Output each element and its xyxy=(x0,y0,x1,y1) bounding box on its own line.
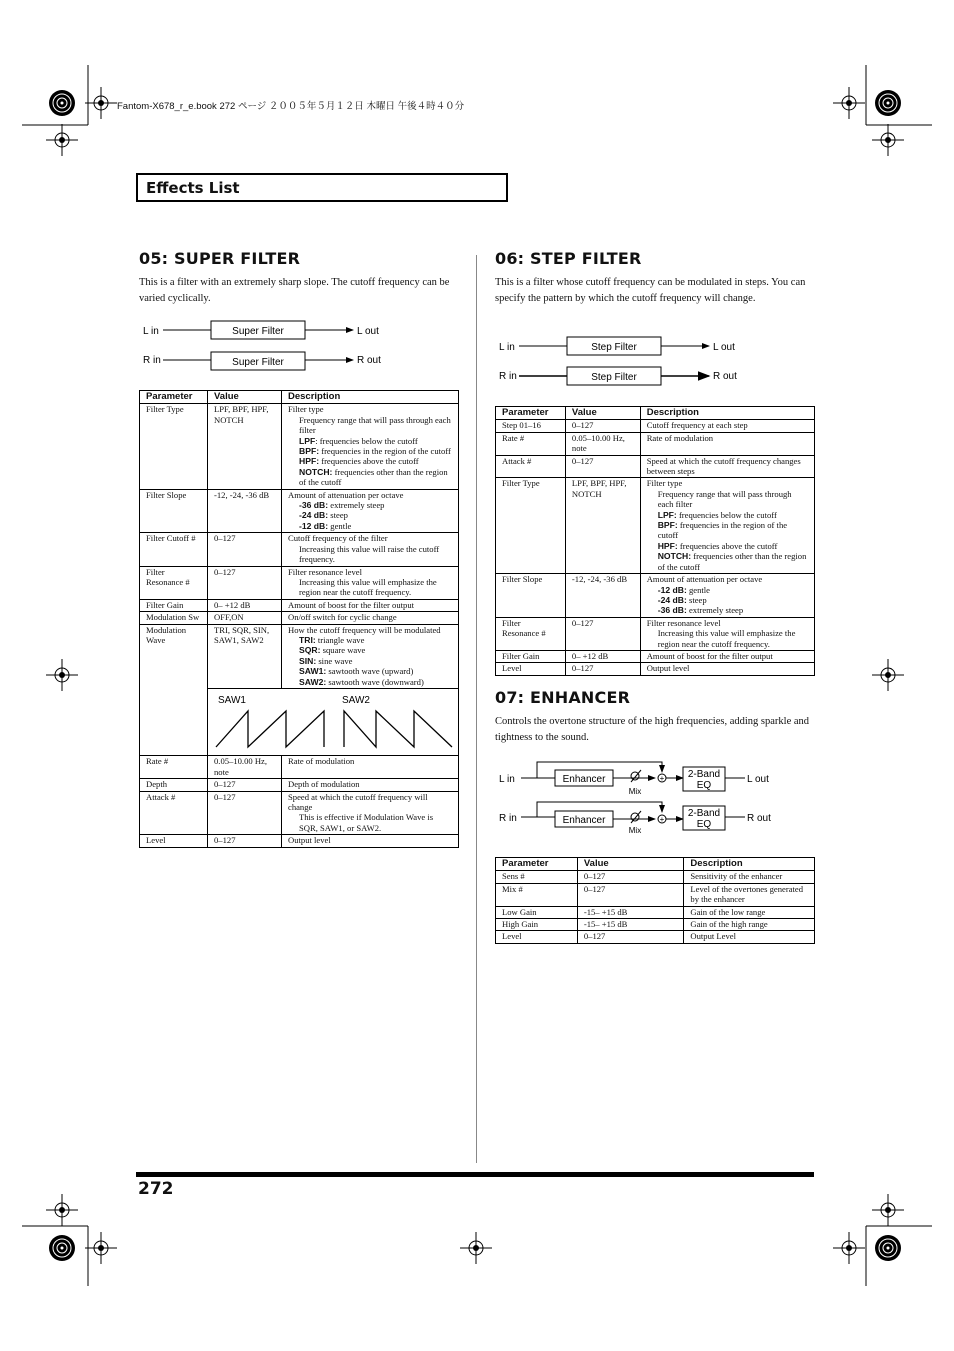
enhancer-block-label: Enhancer xyxy=(562,774,606,785)
eq-label-line1: 2-Band xyxy=(687,808,721,819)
table-row xyxy=(140,404,459,489)
col-header: Description xyxy=(640,407,814,420)
param-value: 0–127 xyxy=(577,931,684,943)
param-description: Sensitivity of the enhancer xyxy=(684,871,815,883)
col-header: Value xyxy=(577,858,684,871)
footer-rule xyxy=(136,1172,814,1177)
mix-label: Mix xyxy=(628,787,642,796)
param-description: Filter resonance level Increasing this value will emphasize the region near the cutoff frequency. xyxy=(282,566,459,599)
param-name: Level xyxy=(496,663,566,675)
param-value: 0–127 xyxy=(208,791,282,835)
page-number: 272 xyxy=(138,1179,174,1199)
param-description: Output level xyxy=(282,835,459,847)
table-row xyxy=(140,756,459,779)
param-name: Rate # xyxy=(140,756,208,779)
r-in-label: R in xyxy=(499,813,517,824)
param-name: Filter Type xyxy=(140,404,208,489)
param-name: Mix # xyxy=(496,883,578,906)
l-in-label: L in xyxy=(499,774,515,785)
step-filter-description: This is a filter whose cutoff frequency can be modulated in steps. You can specify the pattern by which the cutoff frequency will change. xyxy=(495,277,806,304)
param-name: Filter Slope xyxy=(140,489,208,533)
param-description: Filter type Frequency range that will pass through each filter LPF: frequencies below the cutoff BPF: frequencies in the region of the cutoff HPF: frequencies above the cutoff NOTCH: frequencies other than the region of the cutoff xyxy=(640,478,814,574)
r-in-label: R in xyxy=(499,371,517,382)
param-value: -12, -24, -36 dB xyxy=(565,574,640,618)
table-row xyxy=(496,931,815,943)
sawtooth-diagram xyxy=(208,689,458,753)
enhancer-diagram xyxy=(495,756,815,840)
param-description: Rate of modulation xyxy=(640,432,814,455)
param-name: Attack # xyxy=(140,791,208,835)
param-description: Output Level xyxy=(684,931,815,943)
param-description: Filter resonance level Increasing this value will emphasize the region near the cutoff frequency. xyxy=(640,617,814,650)
param-name: Modulation Sw xyxy=(140,612,208,624)
param-value: 0–127 xyxy=(208,566,282,599)
r-out-label: R out xyxy=(357,355,381,366)
param-value: 0– +12 dB xyxy=(208,599,282,611)
param-description: Filter type Frequency range that will pass through each filter LPF: frequencies below the cutoff BPF: frequencies in the region of the cutoff HPF: frequencies above the cutoff NOTCH: frequencies other than the region of the cutoff xyxy=(282,404,459,489)
param-name: Level xyxy=(496,931,578,943)
section-title: Effects List xyxy=(146,179,240,197)
table-row xyxy=(496,432,815,455)
table-row xyxy=(496,617,815,650)
r-out-label: R out xyxy=(747,813,771,824)
r-in-label: R in xyxy=(143,355,161,366)
saw1-label: SAW1 xyxy=(218,694,246,706)
col-header: Value xyxy=(208,391,282,404)
enhancer-table xyxy=(495,857,815,944)
param-name: Filter Gain xyxy=(496,650,566,662)
table-row xyxy=(140,791,459,835)
param-name: Rate # xyxy=(496,432,566,455)
param-description: Amount of attenuation per octave -36 dB: extremely steep -24 dB: steep -12 dB: gentle xyxy=(282,489,459,533)
param-description: Amount of attenuation per octave -12 dB: gentle -24 dB: steep -36 dB: extremely steep xyxy=(640,574,814,618)
table-row xyxy=(496,663,815,675)
file-info: Fantom-X678_r_e.book 272 ページ ２００５年５月１２日 木曜日 午後４時４０分 xyxy=(117,101,465,112)
table-row xyxy=(140,835,459,847)
svg-text:+: + xyxy=(659,774,665,783)
param-name: Filter Type xyxy=(496,478,566,574)
param-name: High Gain xyxy=(496,919,578,931)
param-description: Speed at which the cutoff frequency changes between steps xyxy=(640,455,814,478)
table-row xyxy=(496,871,815,883)
param-value: 0– +12 dB xyxy=(565,650,640,662)
step-filter-block-label: Step Filter xyxy=(591,342,637,353)
svg-text:+: + xyxy=(659,815,665,824)
col-header: Parameter xyxy=(496,858,578,871)
enhancer-description: Controls the overtone structure of the high frequencies, adding sparkle and tightness to the sound. xyxy=(495,716,810,743)
table-row xyxy=(496,919,815,931)
r-out-label: R out xyxy=(713,371,737,382)
param-value: TRI, SQR, SIN, SAW1, SAW2 xyxy=(208,624,282,688)
param-description: Output level xyxy=(640,663,814,675)
param-value: LPF, BPF, HPF, NOTCH xyxy=(208,404,282,489)
eq-label-line2: EQ xyxy=(696,780,712,791)
param-name: Filter Slope xyxy=(496,574,566,618)
param-name: Filter Resonance # xyxy=(140,566,208,599)
param-value: LPF, BPF, HPF, NOTCH xyxy=(565,478,640,574)
param-name: Filter Gain xyxy=(140,599,208,611)
eq-label-line2: EQ xyxy=(696,819,712,830)
table-row xyxy=(140,489,459,533)
col-header: Description xyxy=(684,858,815,871)
table-row xyxy=(496,478,815,574)
step-filter-table xyxy=(495,406,815,676)
super-filter-diagram xyxy=(139,318,459,374)
table-row xyxy=(496,650,815,662)
saw1-wave xyxy=(216,711,324,747)
param-name: Filter Cutoff # xyxy=(140,533,208,566)
param-name: Filter Resonance # xyxy=(496,617,566,650)
super-filter-title: 05: SUPER FILTER xyxy=(139,249,301,268)
param-value: 0–127 xyxy=(208,533,282,566)
param-description: Depth of modulation xyxy=(282,779,459,791)
column-divider xyxy=(476,255,477,1163)
param-value: 0–127 xyxy=(208,835,282,847)
table-row xyxy=(140,779,459,791)
saw2-wave xyxy=(344,711,452,747)
param-name: Step 01–16 xyxy=(496,420,566,432)
param-description: Amount of boost for the filter output xyxy=(282,599,459,611)
param-value: 0–127 xyxy=(577,871,684,883)
param-value: 0–127 xyxy=(565,455,640,478)
l-in-label: L in xyxy=(143,326,159,337)
param-value: 0.05–10.00 Hz, note xyxy=(208,756,282,779)
param-description: Gain of the low range xyxy=(684,906,815,918)
section-header xyxy=(136,173,508,202)
param-value: 0–127 xyxy=(565,420,640,432)
param-name: Sens # xyxy=(496,871,578,883)
col-header: Value xyxy=(565,407,640,420)
param-name: Level xyxy=(140,835,208,847)
param-description: Amount of boost for the filter output xyxy=(640,650,814,662)
table-row xyxy=(140,566,459,599)
table-row xyxy=(140,533,459,566)
param-description: Cutoff frequency at each step xyxy=(640,420,814,432)
super-filter-table xyxy=(139,390,459,848)
param-description: Cutoff frequency of the filter Increasing this value will raise the cutoff frequency. xyxy=(282,533,459,566)
param-value: -15– +15 dB xyxy=(577,919,684,931)
param-value: 0–127 xyxy=(565,617,640,650)
enhancer-block-label: Enhancer xyxy=(562,815,606,826)
col-header: Description xyxy=(282,391,459,404)
col-header: Parameter xyxy=(140,391,208,404)
param-value: 0–127 xyxy=(565,663,640,675)
table-row xyxy=(496,883,815,906)
l-out-label: L out xyxy=(713,342,735,353)
table-row xyxy=(140,624,459,688)
table-row xyxy=(140,599,459,611)
table-row xyxy=(496,455,815,478)
table-row xyxy=(140,612,459,624)
super-filter-block-label: Super Filter xyxy=(232,357,284,368)
param-description: Speed at which the cutoff frequency will change This is effective if Modulation Wave is SQR, SAW1, or SAW2. xyxy=(282,791,459,835)
param-value: 0–127 xyxy=(577,883,684,906)
waveform-cell xyxy=(208,688,459,755)
param-description: Gain of the high range xyxy=(684,919,815,931)
param-name: Modulation Wave xyxy=(140,624,208,756)
param-description: How the cutoff frequency will be modulated TRI: triangle wave SQR: square wave SIN: sine wave SAW1: sawtooth wave (upward) SAW2: sawtooth wave (downward) xyxy=(282,624,459,688)
l-in-label: L in xyxy=(499,342,515,353)
step-filter-block-label: Step Filter xyxy=(591,372,637,383)
super-filter-description: This is a filter with an extremely sharp slope. The cutoff frequency can be varied cyclically. xyxy=(139,277,450,304)
mix-label: Mix xyxy=(628,826,642,835)
param-value: 0–127 xyxy=(208,779,282,791)
param-value: OFF,ON xyxy=(208,612,282,624)
col-header: Parameter xyxy=(496,407,566,420)
table-row xyxy=(496,574,815,618)
param-name: Depth xyxy=(140,779,208,791)
param-value: 0.05–10.00 Hz, note xyxy=(565,432,640,455)
param-name: Low Gain xyxy=(496,906,578,918)
table-row xyxy=(496,906,815,918)
param-value: -15– +15 dB xyxy=(577,906,684,918)
param-name: Attack # xyxy=(496,455,566,478)
step-filter-diagram xyxy=(495,334,815,390)
saw2-label: SAW2 xyxy=(342,694,370,706)
param-description: Rate of modulation xyxy=(282,756,459,779)
l-out-label: L out xyxy=(357,326,379,337)
eq-label-line1: 2-Band xyxy=(687,769,721,780)
param-description: On/off switch for cyclic change xyxy=(282,612,459,624)
step-filter-title: 06: STEP FILTER xyxy=(495,249,642,268)
param-value: -12, -24, -36 dB xyxy=(208,489,282,533)
table-row xyxy=(496,420,815,432)
enhancer-title: 07: ENHANCER xyxy=(495,688,631,707)
param-description: Level of the overtones generated by the enhancer xyxy=(684,883,815,906)
l-out-label: L out xyxy=(747,774,769,785)
super-filter-block-label: Super Filter xyxy=(232,326,284,337)
